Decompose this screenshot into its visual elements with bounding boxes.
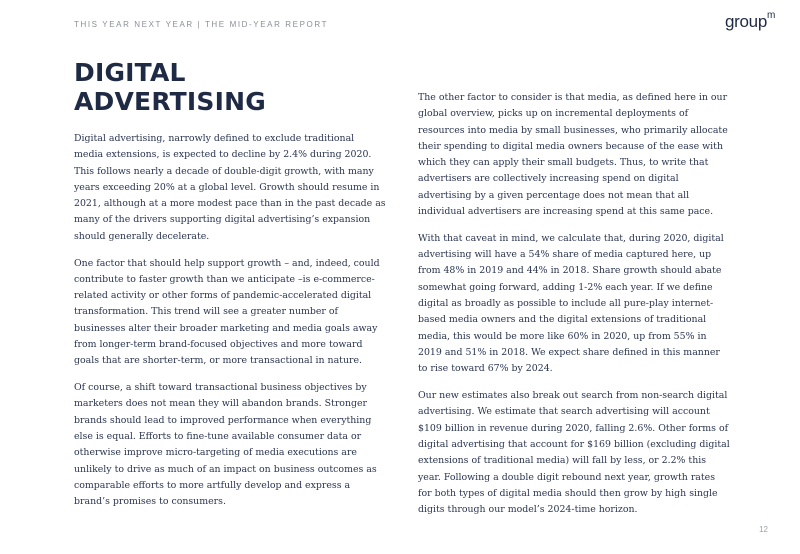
title-line-2: ADVERTISING	[74, 87, 266, 116]
right-column	[418, 90, 730, 529]
page-title	[74, 58, 394, 116]
logo-text: group	[725, 12, 767, 31]
paragraph: The other factor to consider is that media, as defined here in our global overview, picks up on incremental deployments of resources into media by small businesses, who primarily allocate their spending to digital media owners because of the ease with which they can apply their small budgets. Thus, to write that advertisers are collectively increasing spend on digital advertising by a given percentage does not mean that all individual advertisers are increasing spend at this same pace.	[418, 92, 728, 218]
paragraph: One factor that should help support growth – and, indeed, could contribute to faster growth than we anticipate –is e-commerce-related activity or other forms of pandemic-accelerated digital transformation. This trend will see a greater number of businesses alter their broader marketing and media goals away from longer-term brand-focused objectives and more toward goals that are shorter-term, or more transactional in nature.	[74, 257, 380, 367]
logo-superscript: m	[766, 10, 776, 22]
paragraph: With that caveat in mind, we calculate that, during 2020, digital advertising will have a 54% share of media captured here, up from 48% in 2019 and 44% in 2018. Share growth should abate somewhat going forward, adding 1-2% each year. If we define digital as broadly as possible to include all pure-play internet-based media owners and the digital extensions of traditional media, this would be more like 60% in 2020, up from 55% in 2019 and 51% in 2018. We expect share defined in this manner to rise toward 67% by 2024.	[418, 232, 724, 375]
paragraph: Our new estimates also break out search from non-search digital advertising. We estimate that search advertising will account $109 billion in revenue during 2020, falling 2.6%. Other forms of digital advertising that account for $169 billion (excluding digital extensions of traditional media) will fall by less, or 2.2% this year. Following a double digit rebound next year, growth rates for both types of digital media should then grow by high single digits through our model’s 2024-time horizon.	[418, 390, 730, 516]
page-number: 12	[759, 525, 768, 534]
running-header: THIS YEAR NEXT YEAR | THE MID-YEAR REPORT	[74, 20, 329, 29]
left-column	[74, 131, 386, 521]
paragraph: Digital advertising, narrowly defined to exclude traditional media extensions, is expected to decline by 2.4% during 2020. This follows nearly a decade of double-digit growth, with many years exceeding 20% at a global level. Growth should resume in 2021, although at a more modest pace than in the past decade as many of the drivers supporting digital advertising’s expansion should generally decelerate.	[74, 133, 386, 242]
groupm-logo	[725, 12, 775, 32]
title-line-1: DIGITAL	[74, 58, 186, 87]
paragraph: Of course, a shift toward transactional business objectives by marketers does not mean they will abandon brands. Stronger brands should lead to improved performance when everything else is equal. Efforts to fine-tune available consumer data or otherwise improve micro-targeting of media executions are unlikely to drive as much of an impact on business outcomes as comparable efforts to more artfully develop and express a brand’s promises to consumers.	[74, 382, 377, 508]
